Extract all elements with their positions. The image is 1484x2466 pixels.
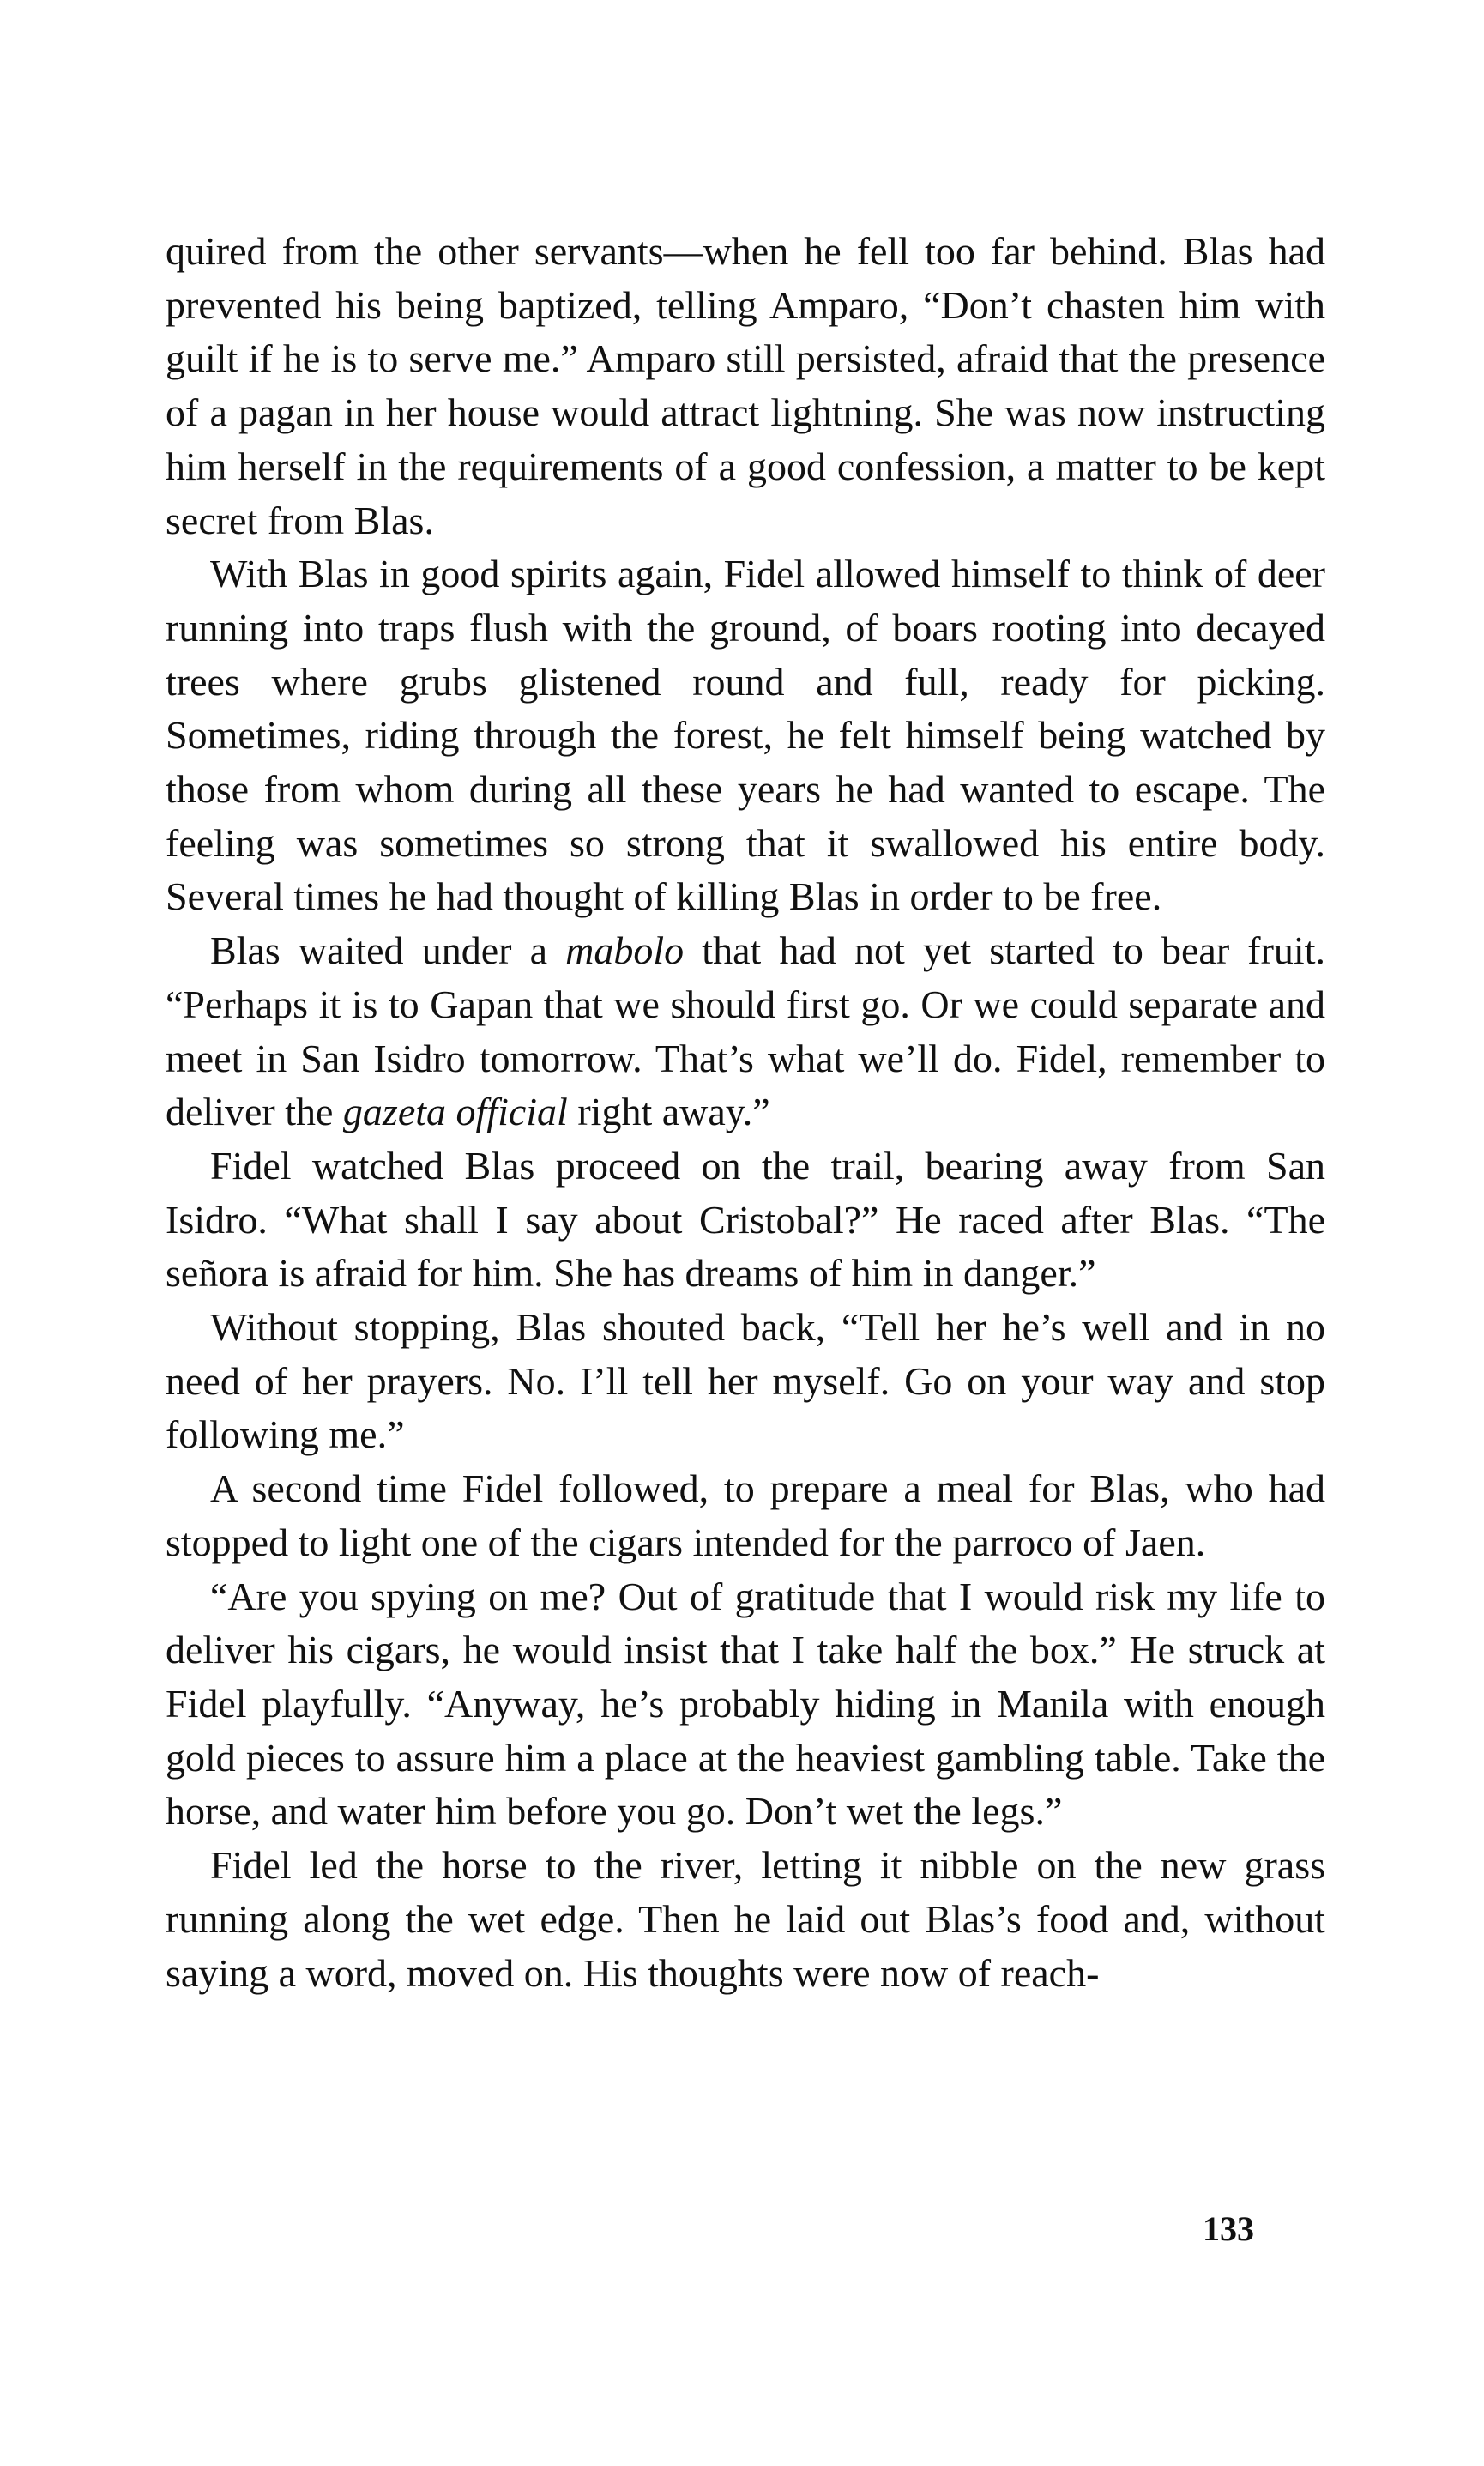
paragraph-text: that had not yet started to bear fruit. “Perhaps it is to Gapan that we should first go. Or we could separate and meet in San Isidro tomorrow. That’s what we’ll do. Fidel, remember to deliver the <box>166 928 1325 1134</box>
italic-term-gazeta-official: gazeta official <box>342 1090 568 1134</box>
paragraph-2 <box>166 547 1325 924</box>
paragraph-text: quired from the other servants—when he fell too far behind. Blas had prevented his being baptized, telling Amparo, “Don’t chasten him with guilt if he is to serve me.” Amparo still persisted, afraid that the presence of a pagan in her house would attract lightning. She was now instructing him herself in the requirements of a good confession, a matter to be kept secret from Blas. <box>166 229 1325 542</box>
paragraph-text: Fidel led the horse to the river, letting it nibble on the new grass running along the wet edge. Then he laid out Blas’s food and, without saying a word, moved on. His thoughts were now of reach- <box>166 1843 1325 1995</box>
paragraph-text: With Blas in good spirits again, Fidel allowed himself to think of deer running into traps flush with the ground, of boars rooting into decayed trees where grubs glistened round and full, ready for picking. Sometimes, riding through the forest, he felt himself being watched by those from whom during all these years he had wanted to escape. The feeling was sometimes so strong that it swallowed his entire body. Several times he had thought of killing Blas in order to be free. <box>166 552 1325 919</box>
paragraph-text: Fidel watched Blas proceed on the trail, bearing away from San Isidro. “What shall I say about Cristobal?” He raced after Blas. “The señora is afraid for him. She has dreams of him in danger.” <box>166 1143 1325 1296</box>
paragraph-text: “Are you spying on me? Out of gratitude that I would risk my life to deliver his cigars, he would insist that I take half the box.” He struck at Fidel playfully. “Anyway, he’s probably hiding in Manila with enough gold pieces to assure him a place at the heaviest gambling table. Take the horse, and water him before you go. Don’t wet the legs.” <box>166 1574 1325 1834</box>
paragraph-text: Blas waited under a <box>210 928 566 973</box>
paragraph-5 <box>166 1301 1325 1462</box>
paragraph-text: Without stopping, Blas shouted back, “Tell her he’s well and in no need of her prayers. No. I’ll tell her myself. Go on your way and stop following me.” <box>166 1305 1325 1457</box>
paragraph-text: A second time Fidel followed, to prepare a meal for Blas, who had stopped to light one of the cigars intended for the parroco of Jaen. <box>166 1466 1325 1564</box>
page-number: 133 <box>1203 2209 1254 2248</box>
italic-term-mabolo: mabolo <box>565 928 685 973</box>
paragraph-text: right away.” <box>567 1090 770 1134</box>
body-text <box>166 225 1325 2000</box>
paragraph-3 <box>166 924 1325 1139</box>
paragraph-8 <box>166 1839 1325 2000</box>
paragraph-4 <box>166 1139 1325 1301</box>
paragraph-1 <box>166 225 1325 547</box>
paragraph-7 <box>166 1570 1325 1840</box>
paragraph-6 <box>166 1462 1325 1569</box>
